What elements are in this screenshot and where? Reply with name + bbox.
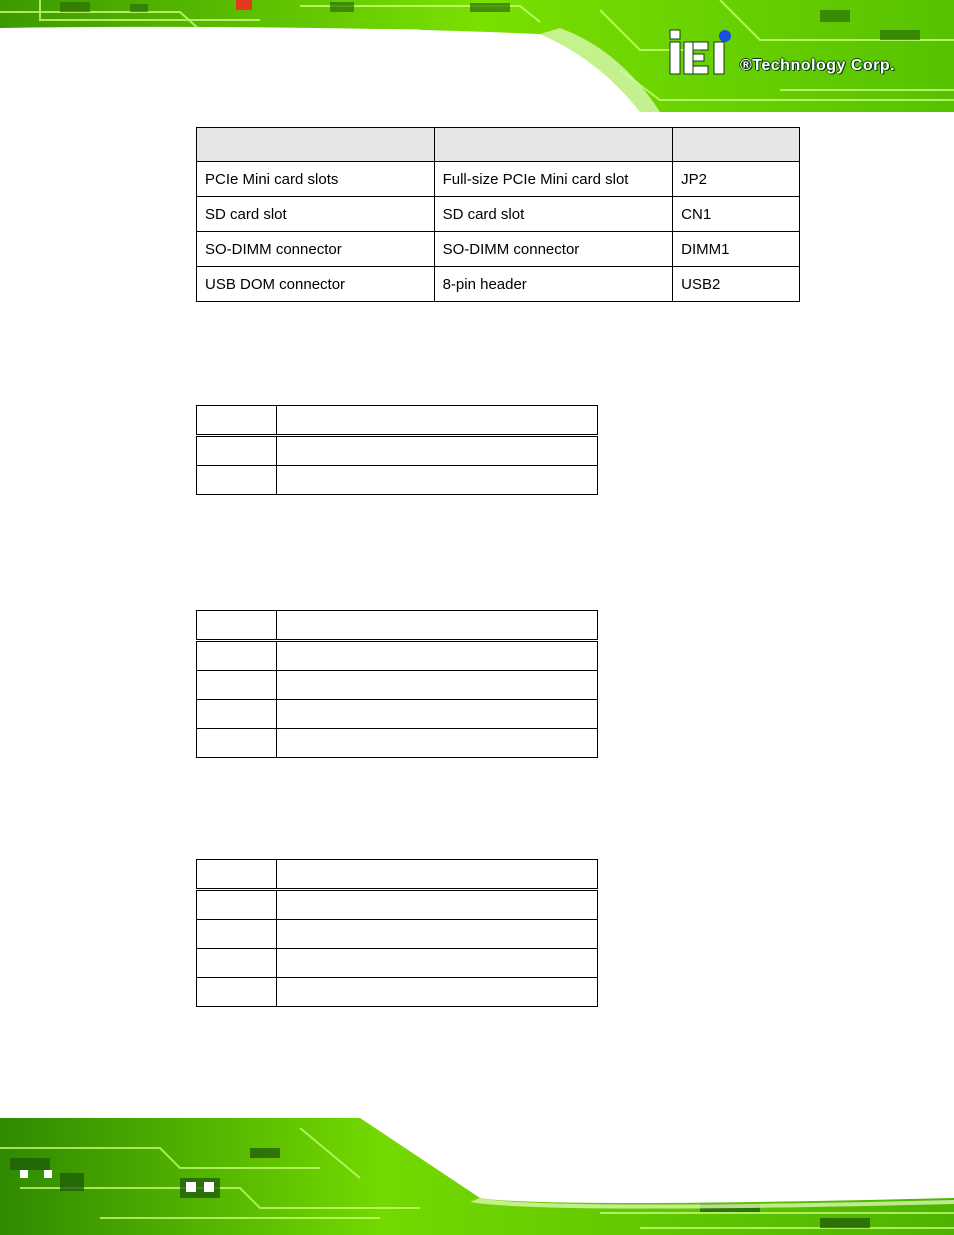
header-cell — [197, 128, 435, 162]
pinout-table — [196, 405, 598, 495]
connector-label: DIMM1 — [673, 232, 800, 267]
connector-table — [196, 127, 800, 302]
description-cell — [276, 949, 597, 978]
table-row — [197, 197, 800, 232]
table-row — [197, 436, 598, 466]
description-cell — [276, 978, 597, 1007]
description-cell — [276, 436, 597, 466]
table-row — [197, 671, 598, 700]
header-cell — [434, 128, 673, 162]
pinout-table — [196, 610, 598, 758]
connector-name: SO-DIMM connector — [197, 232, 435, 267]
table-row — [197, 232, 800, 267]
circuit-board-graphic — [0, 1118, 954, 1235]
connector-name: PCIe Mini card slots — [197, 162, 435, 197]
pin-cell — [197, 860, 277, 890]
table-row — [197, 920, 598, 949]
pin-cell — [197, 466, 277, 495]
connector-label: CN1 — [673, 197, 800, 232]
table-row — [197, 641, 598, 671]
connector-label: JP2 — [673, 162, 800, 197]
table-row — [197, 978, 598, 1007]
pin-cell — [197, 729, 277, 758]
table-row — [197, 466, 598, 495]
description-cell — [276, 671, 597, 700]
connector-type: Full-size PCIe Mini card slot — [434, 162, 673, 197]
connector-type: 8-pin header — [434, 267, 673, 302]
pin-cell — [197, 406, 277, 436]
pin-cell — [197, 949, 277, 978]
connector-name: SD card slot — [197, 197, 435, 232]
pinout-header-row — [197, 611, 598, 641]
pin-cell — [197, 611, 277, 641]
description-cell — [276, 729, 597, 758]
description-cell — [276, 920, 597, 949]
table-row — [197, 267, 800, 302]
description-cell — [276, 890, 597, 920]
connector-type: SD card slot — [434, 197, 673, 232]
description-cell — [276, 700, 597, 729]
iei-logo-mark — [668, 28, 738, 78]
connector-label: USB2 — [673, 267, 800, 302]
description-cell — [276, 860, 597, 890]
pin-cell — [197, 978, 277, 1007]
pinout-header-row — [197, 406, 598, 436]
brand-text: ®Technology Corp. — [740, 57, 896, 74]
table-row — [197, 949, 598, 978]
pin-cell — [197, 671, 277, 700]
company-logo — [668, 28, 928, 84]
pin-cell — [197, 436, 277, 466]
footer-banner — [0, 1118, 954, 1235]
pinout-header-row — [197, 860, 598, 890]
header-cell — [673, 128, 800, 162]
description-cell — [276, 466, 597, 495]
table-row — [197, 700, 598, 729]
pinout-table — [196, 859, 598, 1007]
pin-cell — [197, 700, 277, 729]
pin-cell — [197, 920, 277, 949]
pin-cell — [197, 890, 277, 920]
table-row — [197, 162, 800, 197]
table-row — [197, 729, 598, 758]
pin-cell — [197, 641, 277, 671]
table-row — [197, 890, 598, 920]
description-cell — [276, 406, 597, 436]
connector-type: SO-DIMM connector — [434, 232, 673, 267]
description-cell — [276, 611, 597, 641]
description-cell — [276, 641, 597, 671]
connector-name: USB DOM connector — [197, 267, 435, 302]
table-header-row — [197, 128, 800, 162]
header-banner — [0, 0, 954, 112]
